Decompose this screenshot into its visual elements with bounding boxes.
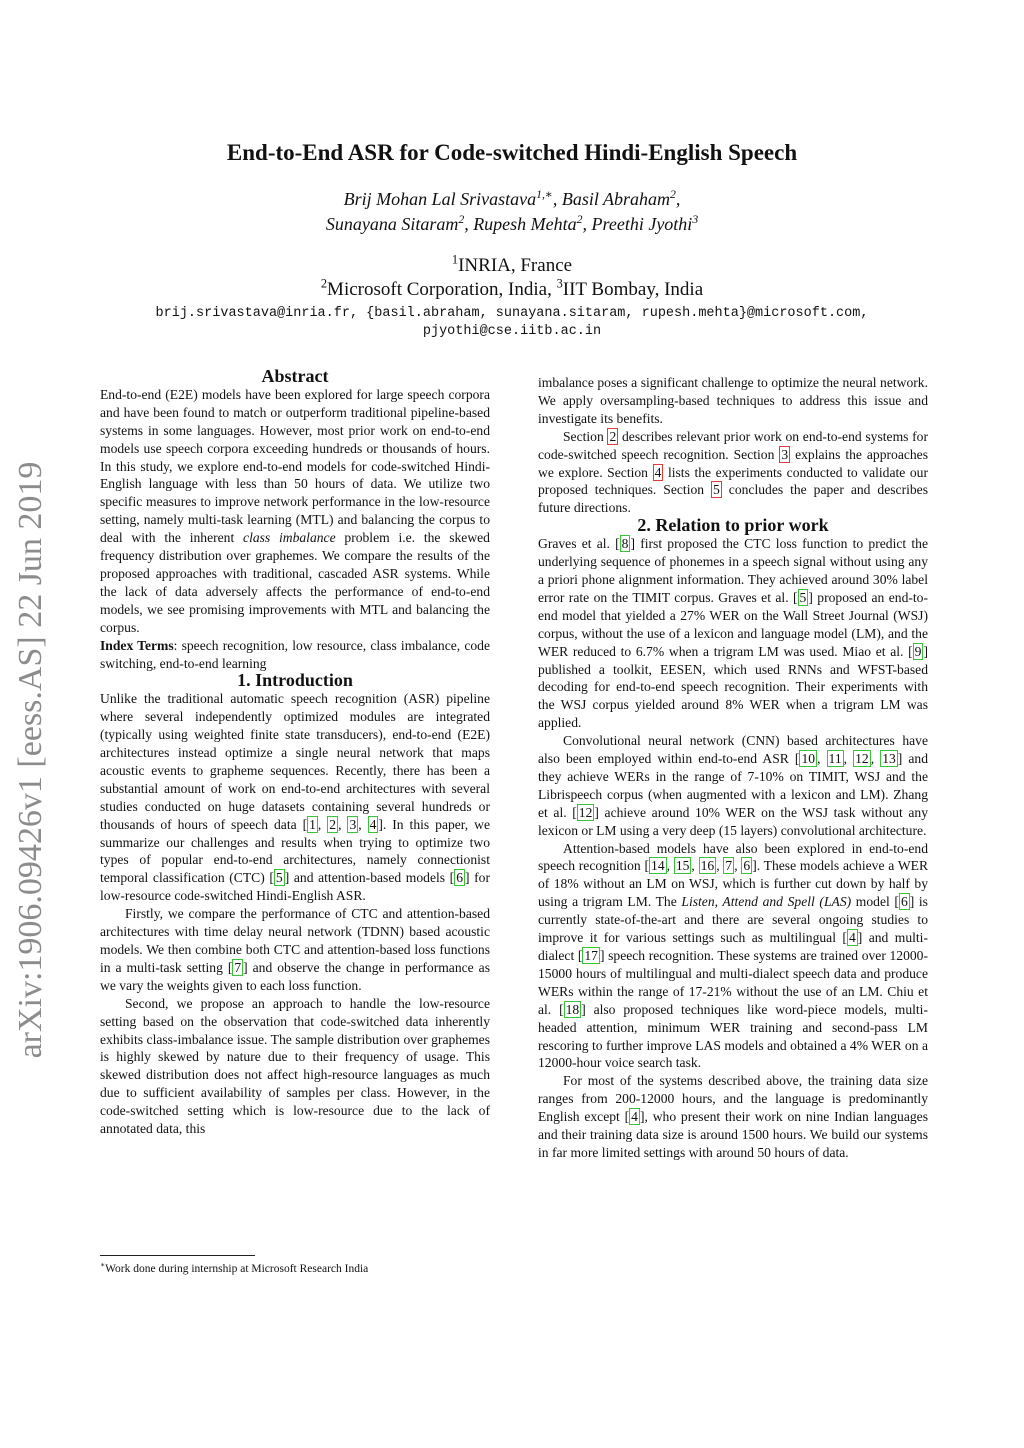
citation-link[interactable]: 17: [584, 948, 598, 963]
citation-link[interactable]: 6: [743, 858, 751, 874]
citation-link[interactable]: 13: [882, 751, 896, 767]
section-ref-link[interactable]: 5: [713, 482, 720, 498]
text: model [: [851, 894, 899, 910]
text: ] and they achieve WERs in the range of 7-10% on TIMIT, WSJ and the Librispeech corpus (when augmented with a lexicon and LM). Zhang et al. [: [538, 751, 929, 820]
citation-link[interactable]: 5: [799, 589, 807, 605]
citation-link[interactable]: 7: [725, 858, 733, 874]
citation-link[interactable]: 1: [309, 816, 316, 832]
text: ] speech recognition. These systems are trained over 12000-15000 hours of multilingual and multi-dialect speech data and produce WERs within the range of 17-21% without the use of an LM. Chiu et al. [: [538, 948, 928, 1017]
section-ref-link[interactable]: 2: [609, 428, 617, 444]
affil-mark: 2: [320, 276, 328, 291]
affil-mark: 3: [556, 276, 563, 291]
index-terms-text: : speech recognition, low resource, class imbalance, code switching, end-to-end learning: [100, 637, 490, 671]
text: Firstly, we compare the performance of CTC and attention-based architectures with time delay neural network (TDNN) based acoustic models. We then combine both CTC and attention-based loss functions in a multi-task setting [: [100, 906, 490, 975]
index-terms: [100, 637, 490, 673]
text: ]. These models achieve a WER of 18% without an LM on WSJ, which is further cut down by half by using a trigram LM. The: [538, 858, 929, 910]
citation-link[interactable]: 18: [565, 1001, 580, 1017]
right-column: [538, 374, 928, 1162]
continued-paragraph: imbalance poses a significant challenge to optimize the neural network. We apply oversampling-based techniques to address this issue and investigate its benefits.: [538, 375, 928, 426]
citation-link[interactable]: 14: [651, 858, 665, 874]
footnote-text: Work done during internship at Microsoft Research India: [105, 1263, 369, 1275]
footnote-mark: ∗: [100, 1260, 106, 1270]
author-affil-mark: 2: [458, 213, 465, 226]
author-sep: ,: [582, 214, 592, 234]
text: ]. In this paper, we summarize our challenges and results when trying to optimize two types of popular end-to-end architectures, namely connectionist temporal classification (CTC) [: [100, 816, 490, 886]
text: describes relevant prior work on end-to-end systems for code-switched speech recognition. Section: [538, 428, 928, 462]
email-line-2[interactable]: pjyothi@cse.iitb.ac.in: [422, 324, 602, 339]
author-affil-mark: 3: [692, 213, 699, 226]
intro-paragraph-2: [100, 905, 490, 995]
text: Unlike the traditional automatic speech recognition (ASR) pipeline where several independently optimized modules are integrated (typically using weighted finite state transducers), end-to-end (E2E) architectures instead optimize a single neural network that maps acoustic events to grapheme sequences. Recently, there has been a substantial amount of work on end-to-end architectures with several studies conducted on huge datasets containing several hundreds or thousands of hours of speech data [: [100, 691, 490, 832]
citation-link[interactable]: 15: [675, 858, 690, 874]
citation-link[interactable]: 10: [801, 751, 816, 767]
citation-link[interactable]: 9: [914, 643, 922, 659]
text: ], who present their work on nine Indian languages and their training data size is around 1500 hours. We build our systems in far more limited settings with around 50 hours of data.: [538, 1109, 928, 1160]
author-list: [0, 187, 1024, 237]
footnote-rule: [100, 1255, 255, 1256]
citation-link[interactable]: 5: [275, 870, 283, 886]
abstract-text-part: End-to-end (E2E) models have been explored for large speech corpora and have been found to match or outperform traditional pipeline-based systems in some languages. However, most prior work on end-to-end models use speech corpora exceeding hundreds or thousands of hours. In this study, we explore end-to-end models for code-switched Hindi-English language with less than 50 hours of data. We utilize two specific measures to improve network performance in the low-resource setting, namely multi-task learning (MTL) and balancing the corpus to deal with the inherent: [100, 386, 490, 546]
author-name: Brij Mohan Lal Srivastava: [343, 189, 537, 209]
affil-text: IIT Bombay, India: [562, 279, 704, 300]
citation-link[interactable]: 4: [631, 1109, 638, 1125]
affil-text: Microsoft Corporation, India,: [327, 279, 557, 300]
citation-link[interactable]: 12: [578, 804, 593, 820]
abstract-text: [100, 386, 490, 637]
abstract-emphasis: class imbalance: [243, 530, 336, 546]
affiliation-2: [0, 278, 1024, 302]
citation-link[interactable]: 12: [855, 751, 869, 767]
text: For most of the systems described above, the training data size ranges from 200-12000 hours, and the language is predominantly English except [: [538, 1073, 928, 1125]
text: lists the experiments conducted to validate our proposed techniques. Section: [538, 464, 929, 498]
author-name: Basil Abraham: [561, 189, 671, 209]
citation-link[interactable]: 3: [349, 816, 357, 832]
affiliation-1: [0, 254, 1024, 278]
abstract-heading: Abstract: [261, 366, 329, 386]
related-work-heading: 2. Relation to prior work: [637, 515, 829, 536]
citation-link[interactable]: 11: [828, 751, 842, 767]
related-paragraph-2: Convolutional neural network (CNN) based architectures have also been employed within end-to-end ASR [ 10 , 11 , 12 , 13 ] and they achieve WERs in the range of 7-10% on TIMIT, WSJ and the Librispeech corpus (when augmented with a lexicon and LM). Zhang et al. [ 12 ] achieve around 10% WER on the WSJ task without any lexicon or LM using a very deep (15 layers) convolutional architecture.: [538, 733, 929, 838]
text: ] first proposed the CTC loss function to predict the underlying sequence of phonemes in a speech signal without using any a priori phone alignment information. They achieved around 30% label error rate on the TIMIT corpus. Graves et al. [: [538, 536, 928, 605]
text: ] and multi-dialect [: [538, 930, 928, 963]
emphasis: Listen, Attend and Spell (LAS): [681, 894, 852, 910]
author-affil-mark: 1,∗: [536, 188, 553, 201]
text: ] is currently state-of-the-art and there are several ongoing studies to improve it for various settings such as multilingual [: [538, 894, 928, 946]
text: explains the approaches we explore. Section: [538, 446, 929, 480]
intro-paragraph-3: Second, we propose an approach to handle the low-resource setting based on the observation that code-switched data inherently exhibits class-imbalance issue. The sample distribution over graphemes is highly skewed by nature due to their frequency of usage. This skewed distribution does not affect high-resource languages as much due to sufficient availability of samples per class. However, in the code-switched setting which is low-resource due to the lack of annotated data, this: [100, 995, 490, 1137]
text: Graves et al. [: [538, 536, 620, 552]
section-ref-link[interactable]: 4: [654, 464, 662, 480]
text: ] and observe the change in performance as we vary the weights given to each loss function.: [100, 959, 490, 993]
affiliations: [0, 254, 1024, 302]
text: ] and attention-based models [: [284, 870, 455, 886]
author-line-1: [0, 187, 1024, 212]
left-column: [100, 368, 490, 1138]
citation-link[interactable]: 6: [456, 870, 463, 886]
text: ] published a toolkit, EESEN, which used RNNs and WFST-based decoding for end-to-end speech recognition. Their experiments with the WSJ corpus yielded around 8% WER when a trigram LM was applied.: [538, 643, 928, 731]
author-sep: ,: [552, 189, 562, 209]
section-ref-link[interactable]: 3: [781, 446, 789, 462]
intro-paragraph-1: Unlike the traditional automatic speech recognition (ASR) pipeline where several independently optimized modules are integrated (typically using weighted finite state transducers), end-to-end (E2E) architectures instead optimize a single neural network that maps acoustic events to grapheme sequences. Recently, there has been a substantial amount of work on end-to-end architectures with several studies conducted on huge datasets containing several hundreds or thousands of hours of speech data [ 1 , 2 , 3 , 4 ]. In this paper, we summarize our challenges and results when trying to optimize two types of popular end-to-end architectures, namely connectionist temporal classification (CTC) [ 5 ] and attention-based models [ 6 ] for low-resource code-switched Hindi-English ASR.: [100, 691, 490, 904]
citation-link[interactable]: 16: [700, 858, 715, 874]
citation-link[interactable]: 4: [369, 816, 377, 832]
emails: [0, 305, 1024, 341]
intro-heading: 1. Introduction: [237, 670, 353, 691]
footnote: [100, 1262, 490, 1276]
citation-link[interactable]: 7: [234, 959, 242, 975]
affil-mark: 1: [451, 252, 459, 267]
author-sep: ,: [464, 214, 474, 234]
index-terms-label: Index Terms: [100, 637, 174, 653]
text: Section: [563, 428, 608, 444]
text: Convolutional neural network (CNN) based architectures have also been employed within end-to-end ASR [: [538, 733, 928, 767]
author-line-2: [0, 212, 1024, 237]
text: ] also proposed techniques like word-piece models, multi-headed attention, minimum WER training and second-pass LM rescoring to further improve LAS models and obtained a 4% WER on a 12000-hour voice search task.: [538, 1001, 928, 1071]
author-affil-mark: 2: [576, 213, 583, 226]
author-name: Sunayana Sitaram: [325, 214, 459, 234]
abstract-text-part: problem i.e. the skewed frequency distribution over graphemes. We compare the results of the proposed approaches with traditional, cascaded ASR systems. While the lack of data adversely affects the performance of end-to-end models, we see promising improvements with MTL and balancing the corpus.: [100, 530, 490, 635]
affil-text: INRIA, France: [458, 255, 573, 276]
citation-link[interactable]: 4: [848, 930, 856, 946]
author-affil-mark: 2: [670, 188, 676, 201]
author-name: Rupesh Mehta: [473, 214, 577, 234]
section-overview-paragraph: [538, 428, 928, 518]
text: Attention-based models have also been explored in end-to-end speech recognition [: [538, 840, 928, 874]
paper-title: End-to-End ASR for Code-switched Hindi-English Speech: [226, 140, 798, 165]
citation-link[interactable]: 8: [621, 536, 629, 552]
text: concludes the paper and describes future directions.: [538, 482, 928, 516]
citation-link[interactable]: 2: [329, 816, 337, 832]
text: ] achieve around 10% WER on the WSJ task without any lexicon or LM using a very deep (15 layers) convolutional architecture.: [538, 804, 928, 838]
arxiv-stamp: arXiv:1906.09426v1 [eess.AS] 22 Jun 2019: [12, 461, 49, 1059]
text: ] proposed an end-to-end model that yielded a 27% WER on the Wall Street Journal (WSJ) corpus, without the use of a lexicon and language model (LM), and the WER reduced to 6.7% when a trigram LM was used. Miao et al. [: [538, 589, 928, 659]
related-paragraph-3: Attention-based models have also been explored in end-to-end speech recognition [ 14 , 15 , 16 , 7 , 6 ]. These models achieve a WER of 18% without an LM on WSJ, which is further cut down by half by using a trigram LM. The Listen, Attend and Spell (LAS) model [ 6 ] is currently state-of-the-art and there are several ongoing studies to improve it for various settings such as multilingual [ 4 ] and multi-dialect [ 17 ] speech recognition. These systems are trained over 12000-15000 hours of multilingual and multi-dialect speech data and produce WERs within the range of 17-21% without the use of an LM. Chiu et al. [ 18 ] also proposed techniques like word-piece models, multi-headed attention, minimum WER training and second-pass LM rescoring to further improve LAS models and obtained a 4% WER on a 12000-hour voice search task.: [538, 840, 929, 1071]
text: ] for low-resource code-switched Hindi-English ASR.: [100, 870, 490, 904]
author-name: Preethi Jyothi: [591, 214, 693, 234]
author-sep: ,: [675, 189, 681, 209]
email-line-1[interactable]: brij.srivastava@inria.fr, {basil.abraham, sunayana.sitaram, rupesh.mehta}@microsoft.com,: [155, 306, 869, 321]
related-paragraph-4: [538, 1072, 928, 1162]
related-paragraph-1: [538, 535, 928, 732]
citation-link[interactable]: 6: [900, 894, 908, 910]
